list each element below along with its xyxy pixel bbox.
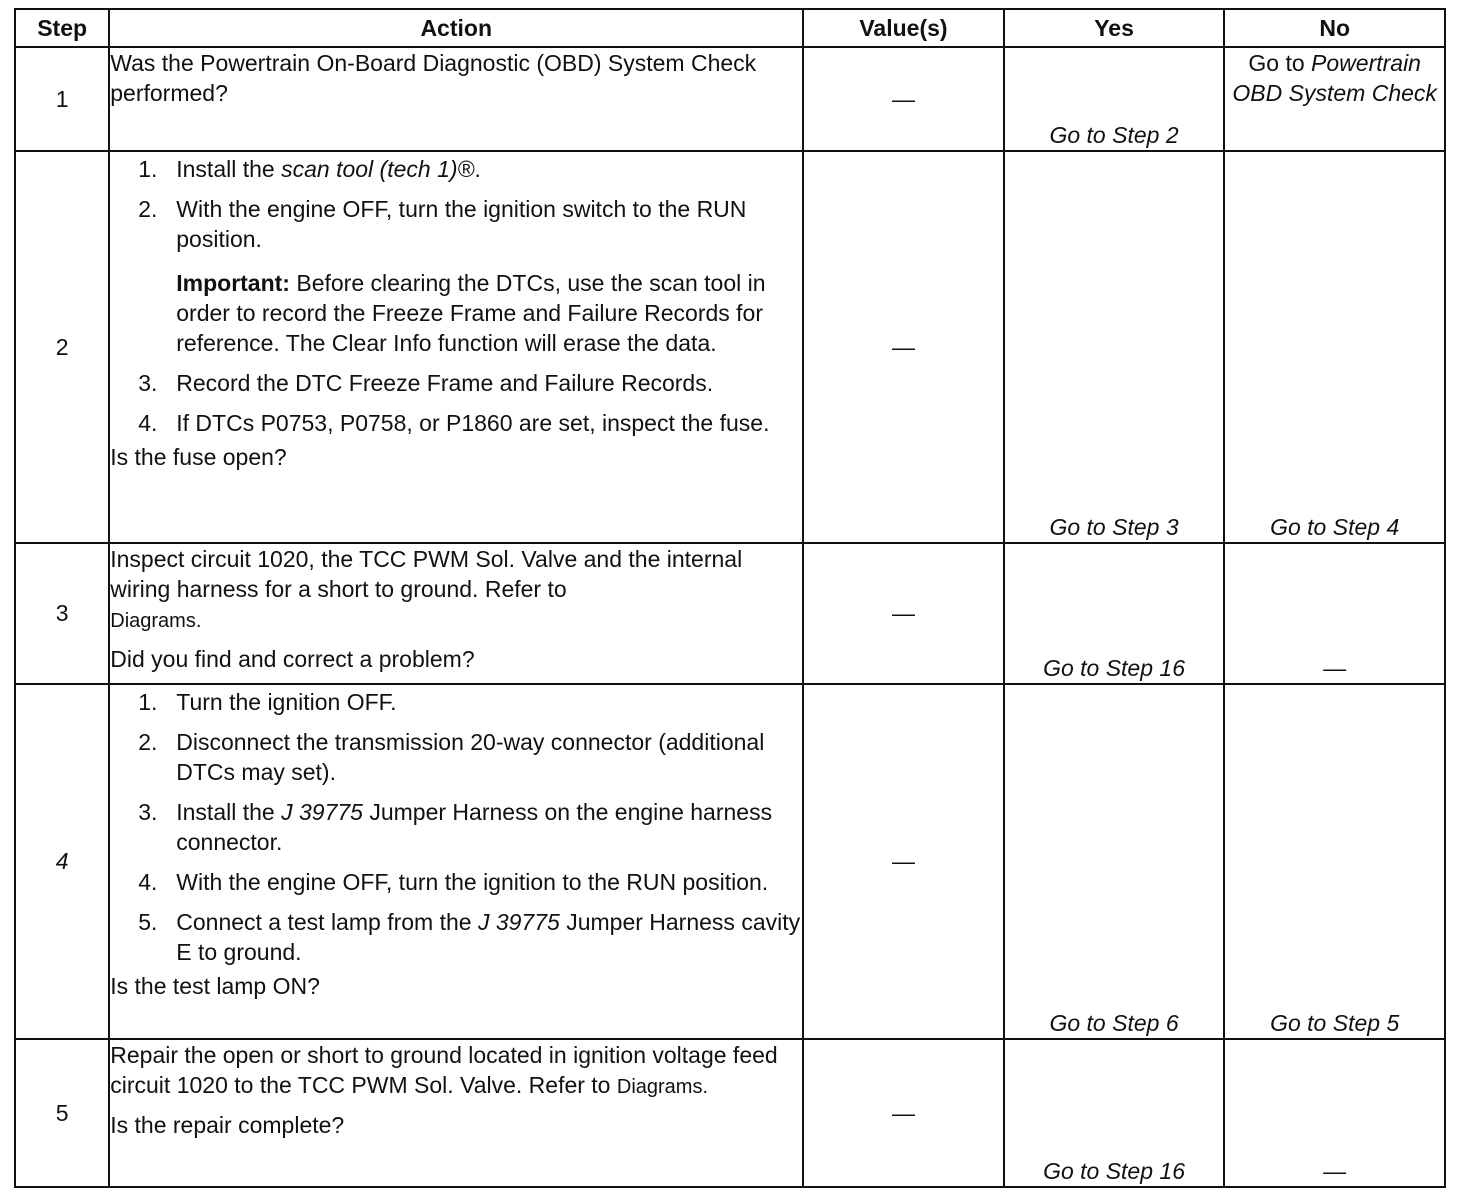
question-text: Is the repair complete? xyxy=(110,1112,345,1138)
action-cell xyxy=(109,684,803,1039)
no-cell: — xyxy=(1224,1039,1445,1187)
value-cell: — xyxy=(803,151,1004,543)
yes-cell: Go to Step 16 xyxy=(1004,543,1225,684)
diagnostic-table xyxy=(14,8,1446,1188)
header-values: Value(s) xyxy=(803,9,1004,47)
action-cell xyxy=(109,543,803,684)
list-item xyxy=(110,907,802,967)
list-item xyxy=(110,368,802,398)
list-item xyxy=(110,867,802,897)
no-cell: Go to Step 4 xyxy=(1224,151,1445,543)
important-label: Important: xyxy=(176,270,290,296)
item-number: 1. xyxy=(138,689,158,715)
item-text: Record the DTC Freeze Frame and Failure Records. xyxy=(176,370,714,396)
no-prefix: Go to xyxy=(1248,50,1305,76)
action-cell xyxy=(109,1039,803,1187)
item-emphasis: scan tool (tech 1)® xyxy=(281,156,475,182)
header-step: Step xyxy=(15,9,109,47)
list-item xyxy=(110,687,802,717)
value-cell: — xyxy=(803,543,1004,684)
important-text: Before clearing the DTCs, use the scan tool in order to record the Freeze Frame and Failure Records for reference. The Clear Info function will erase the data. xyxy=(176,270,766,356)
item-number: 3. xyxy=(138,799,158,825)
table-row-step-1 xyxy=(15,47,1445,151)
header-row xyxy=(15,9,1445,47)
list-item xyxy=(110,194,802,254)
list-item xyxy=(110,727,802,787)
yes-cell: Go to Step 3 xyxy=(1004,151,1225,543)
no-cell: Go to Step 5 xyxy=(1224,684,1445,1039)
item-number: 4. xyxy=(138,410,158,436)
item-text: Install the xyxy=(176,156,282,182)
tool-number: J 39775 xyxy=(477,909,560,935)
question-text: Is the fuse open? xyxy=(110,444,287,470)
question-text: Did you find and correct a problem? xyxy=(110,646,475,672)
no-reference: Powertrain OBD System Check xyxy=(1232,50,1437,106)
list-item xyxy=(110,154,802,184)
action-body: Inspect circuit 1020, the TCC PWM Sol. Valve and the internal wiring harness for a short to ground. Refer to xyxy=(110,546,743,602)
action-body: Repair the open or short to ground located in ignition voltage feed circuit 1020 to the TCC PWM Sol. Valve. Refer to xyxy=(110,1042,778,1098)
item-text: If DTCs P0753, P0758, or P1860 are set, inspect the fuse. xyxy=(176,410,770,436)
item-number: 2. xyxy=(138,196,158,222)
procedure-list xyxy=(110,687,802,967)
item-text: Turn the ignition OFF. xyxy=(176,689,397,715)
table-row-step-5 xyxy=(15,1039,1445,1187)
value-cell: — xyxy=(803,684,1004,1039)
item-number: 2. xyxy=(138,729,158,755)
no-cell xyxy=(1224,47,1445,151)
tool-number: J 39775 xyxy=(281,799,363,825)
step-number: 2 xyxy=(15,151,109,543)
action-text xyxy=(110,1040,802,1102)
item-number: 5. xyxy=(138,909,158,935)
no-cell: — xyxy=(1224,543,1445,684)
list-item xyxy=(110,408,802,438)
action-text xyxy=(110,544,802,636)
item-text-end: Jumper Harness cavity E to ground. xyxy=(176,909,801,965)
step-number: 1 xyxy=(15,47,109,151)
action-cell xyxy=(109,47,803,151)
yes-cell: Go to Step 6 xyxy=(1004,684,1225,1039)
step-number: 3 xyxy=(15,543,109,684)
action-cell xyxy=(109,151,803,543)
header-yes: Yes xyxy=(1004,9,1225,47)
step-number: 4 xyxy=(15,684,109,1039)
list-item xyxy=(110,797,802,857)
header-no: No xyxy=(1224,9,1445,47)
item-text: With the engine OFF, turn the ignition switch to the RUN position. xyxy=(176,196,747,252)
yes-cell: Go to Step 2 xyxy=(1004,47,1225,151)
table-row-step-2 xyxy=(15,151,1445,543)
procedure-list xyxy=(110,154,802,254)
item-text: Install the xyxy=(176,799,282,825)
important-note xyxy=(110,268,802,358)
step-number: 5 xyxy=(15,1039,109,1187)
item-number: 4. xyxy=(138,869,158,895)
question-text: Is the test lamp ON? xyxy=(110,973,320,999)
item-text-end: Jumper Harness on the engine harness connector. xyxy=(176,799,773,855)
table-row-step-4 xyxy=(15,684,1445,1039)
item-text: With the engine OFF, turn the ignition to the RUN position. xyxy=(176,869,769,895)
value-cell: — xyxy=(803,1039,1004,1187)
action-text: Was the Powertrain On-Board Diagnostic (OBD) System Check performed? xyxy=(110,50,757,106)
value-cell: — xyxy=(803,47,1004,151)
diagrams-reference: Diagrams. xyxy=(110,610,202,632)
item-number: 3. xyxy=(138,370,158,396)
item-text-end: . xyxy=(474,156,481,182)
item-text: Connect a test lamp from the xyxy=(176,909,478,935)
diagrams-reference: Diagrams. xyxy=(616,1076,709,1098)
table-row-step-3 xyxy=(15,543,1445,684)
yes-cell: Go to Step 16 xyxy=(1004,1039,1225,1187)
item-number: 1. xyxy=(138,156,158,182)
procedure-list xyxy=(110,368,802,438)
header-action: Action xyxy=(109,9,803,47)
item-text: Disconnect the transmission 20-way connector (additional DTCs may set). xyxy=(176,729,765,785)
